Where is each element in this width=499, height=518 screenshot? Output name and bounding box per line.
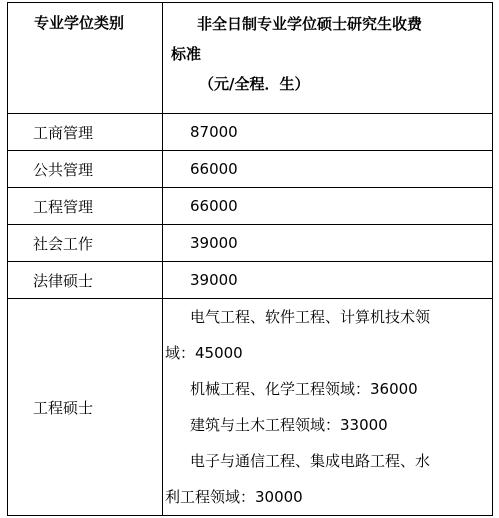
engineering-fee-line: 电子与通信工程、集成电路工程、水 bbox=[190, 452, 431, 470]
category-name: 公共管理 bbox=[8, 151, 163, 188]
fee-value: 39000 bbox=[163, 225, 493, 262]
header-category-cell bbox=[8, 3, 163, 114]
fee-value: 66000 bbox=[163, 188, 493, 225]
engineering-fee-line: 域：45000 bbox=[165, 344, 243, 362]
fee-value: 87000 bbox=[163, 114, 493, 151]
fee-value: 66000 bbox=[163, 151, 493, 188]
category-name: 工商管理 bbox=[8, 114, 163, 151]
category-name: 社会工作 bbox=[8, 225, 163, 262]
engineering-fee-line: 利工程领域：30000 bbox=[165, 488, 303, 506]
table-row bbox=[8, 262, 493, 299]
header-category-label: 专业学位类别 bbox=[34, 14, 125, 32]
table-row bbox=[8, 114, 493, 151]
fee-value: 39000 bbox=[163, 262, 493, 299]
header-fee-title-line1: 非全日制专业学位硕士研究生收费 bbox=[197, 15, 423, 33]
fee-table bbox=[7, 2, 493, 516]
header-fee-title-line2: 标准 bbox=[171, 45, 202, 63]
table-row bbox=[8, 151, 493, 188]
table-row bbox=[8, 188, 493, 225]
engineering-fee-line: 电气工程、软件工程、计算机技术领 bbox=[190, 308, 431, 326]
table-row-engineering bbox=[8, 299, 493, 516]
category-name: 工程硕士 bbox=[8, 299, 163, 516]
engineering-fee-line: 建筑与土木工程领域：33000 bbox=[190, 416, 388, 434]
table-header-row bbox=[8, 3, 493, 114]
category-name: 工程管理 bbox=[8, 188, 163, 225]
table-row bbox=[8, 225, 493, 262]
header-fee-unit: （元/全程．生） bbox=[199, 75, 310, 93]
engineering-fee-line: 机械工程、化学工程领域：36000 bbox=[190, 380, 418, 398]
category-name: 法律硕士 bbox=[8, 262, 163, 299]
header-fee-cell bbox=[163, 3, 493, 114]
engineering-fee-details bbox=[163, 299, 493, 516]
